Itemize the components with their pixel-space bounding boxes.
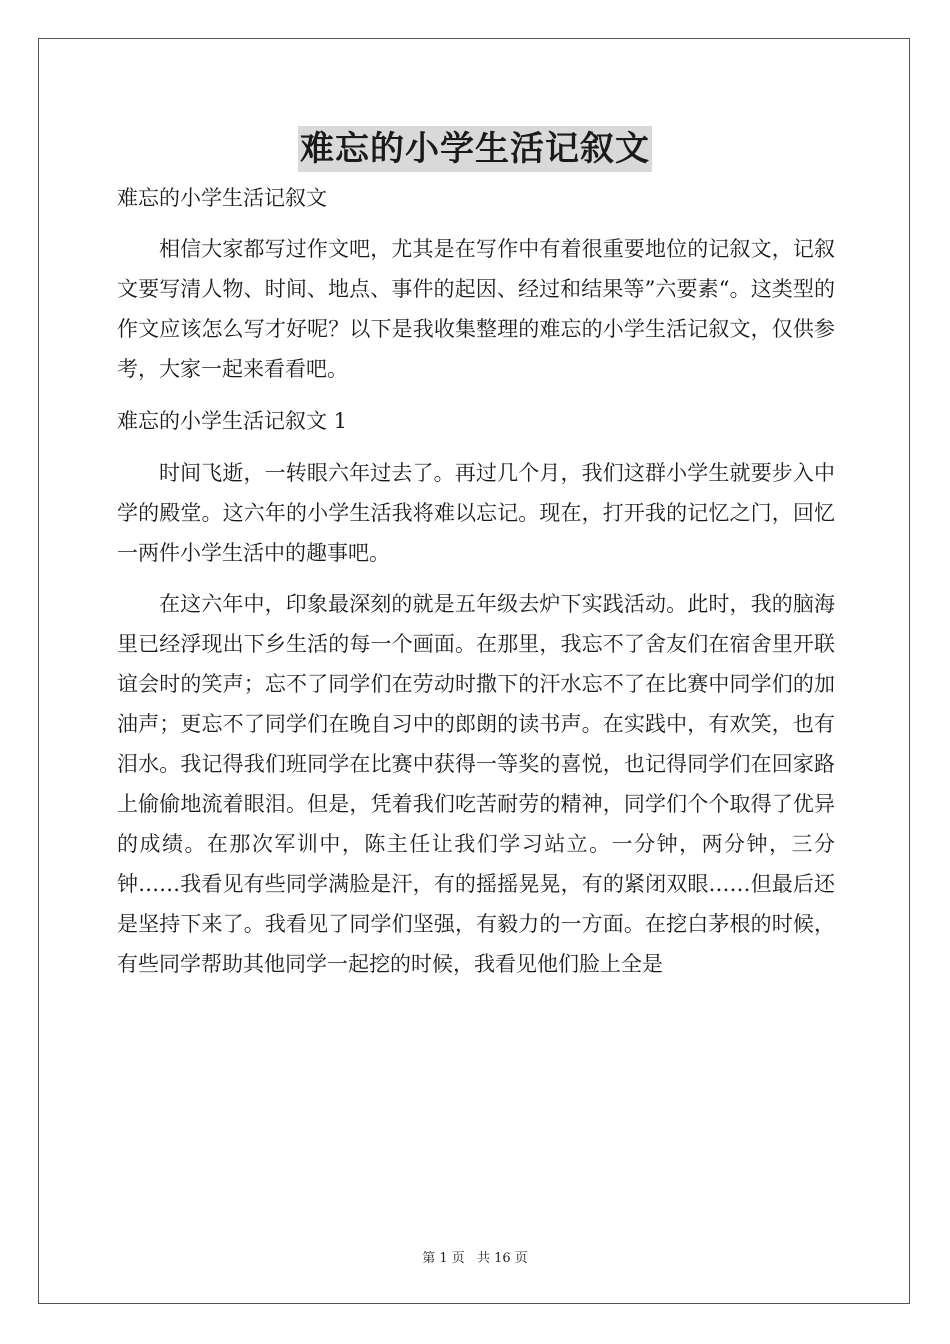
document-subtitle: 难忘的小学生活记叙文 — [117, 186, 327, 210]
page-total: 共 16 页 — [476, 1251, 528, 1266]
document-title: 难忘的小学生活记叙文 — [298, 126, 652, 172]
body-paragraph-1: 时间飞逝，一转眼六年过去了。再过几个月，我们这群小学生就要步入中学的殿堂。这六年的小学生活我将难以忘记。现在，打开我的记忆之门，回忆一两件小学生活中的趣事吧。 — [117, 461, 835, 565]
document-body — [117, 178, 835, 984]
page-number: 第 1 页 — [422, 1251, 465, 1266]
title-wrap — [0, 126, 950, 172]
intro-paragraph: 相信大家都写过作文吧，尤其是在写作中有着很重要地位的记叙文，记叙文要写清人物、时间、地点、事件的起因、经过和结果等”六要素“。这类型的作文应该怎么写才好呢？以下是我收集整理的难忘的小学生活记叙文，仅供参考，大家一起来看看吧。 — [117, 237, 835, 381]
section-heading: 难忘的小学生活记叙文 1 — [117, 409, 348, 433]
body-paragraph-2: 在这六年中，印象最深刻的就是五年级去炉下实践活动。此时，我的脑海里已经浮现出下乡生活的每一个画面。在那里，我忘不了舍友们在宿舍里开联谊会时的笑声；忘不了同学们在劳动时撒下的汗水忘不了在比赛中同学们的加油声；更忘不了同学们在晚自习中的郎朗的读书声。在实践中，有欢笑，也有泪水。我记得我们班同学在比赛中获得一等奖的喜悦，也记得同学们在回家路上偷偷地流着眼泪。但是，凭着我们吃苦耐劳的精神，同学们个个取得了优异的成绩。在那次军训中，陈主任让我们学习站立。一分钟，两分钟，三分钟……我看见有些同学满脸是汗，有的摇摇晃晃，有的紧闭双眼……但最后还是坚持下来了。我看见了同学们坚强，有毅力的一方面。在挖白茅根的时候，有些同学帮助其他同学一起挖的时候，我看见他们脸上全是 — [117, 592, 835, 976]
page-footer — [0, 1247, 950, 1266]
